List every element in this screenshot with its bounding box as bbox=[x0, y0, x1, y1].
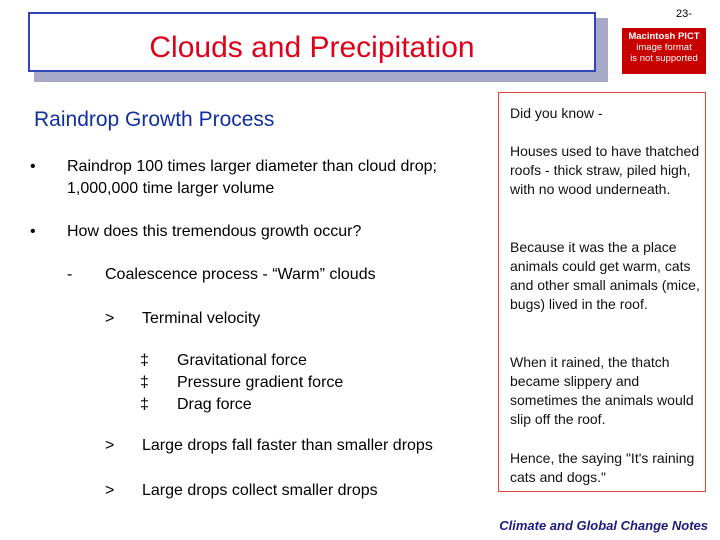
bullet-2-text: How does this tremendous growth occur? bbox=[67, 223, 362, 240]
slide-title: Clouds and Precipitation bbox=[149, 31, 475, 64]
force-marker: ‡ bbox=[140, 396, 149, 413]
terminal-velocity-text: Terminal velocity bbox=[142, 310, 261, 327]
section-subtitle: Raindrop Growth Process bbox=[34, 108, 275, 131]
pict-line-2: image format bbox=[636, 42, 692, 53]
pict-line-3: is not supported bbox=[630, 53, 698, 64]
sidebar-paragraph: Because it was the a place animals could get warm, cats and other small animals (mice, bugs) lived in the roof. bbox=[510, 239, 700, 312]
page-number: 23- bbox=[676, 8, 692, 20]
large-drops-collect-text: Large drops collect smaller drops bbox=[142, 482, 378, 499]
sidebar-paragraph: Houses used to have thatched roofs - thick straw, piled high, with no wood underneath. bbox=[510, 143, 700, 197]
footer-notes: Climate and Global Change Notes bbox=[499, 518, 708, 533]
bullet-1-line-2: 1,000,000 time larger volume bbox=[67, 180, 275, 197]
force-item: Drag force bbox=[177, 396, 252, 413]
unsupported-image-placeholder bbox=[622, 28, 706, 74]
bullet-1-line-1: Raindrop 100 times larger diameter than cloud drop; bbox=[67, 158, 437, 175]
dash-marker: - bbox=[67, 266, 73, 283]
gt-marker: > bbox=[105, 482, 115, 499]
sidebar-paragraph: Hence, the saying "It's raining cats and dogs." bbox=[510, 450, 695, 485]
force-item: Pressure gradient force bbox=[177, 374, 344, 391]
coalescence-text: Coalescence process - “Warm” clouds bbox=[105, 266, 376, 283]
force-marker: ‡ bbox=[140, 374, 149, 391]
sidebar-heading: Did you know - bbox=[510, 105, 603, 121]
bullet-marker: • bbox=[30, 158, 36, 175]
pict-line-1: Macintosh PICT bbox=[628, 31, 700, 42]
gt-marker: > bbox=[105, 437, 115, 454]
did-you-know-sidebar bbox=[498, 92, 706, 492]
force-marker: ‡ bbox=[140, 352, 149, 369]
large-drops-fall-text: Large drops fall faster than smaller drops bbox=[142, 437, 433, 454]
force-item: Gravitational force bbox=[177, 352, 307, 369]
gt-marker: > bbox=[105, 310, 115, 327]
bullet-marker: • bbox=[30, 223, 36, 240]
title-box bbox=[28, 12, 596, 72]
sidebar-paragraph: When it rained, the thatch became slippery and sometimes the animals would slip off the roof. bbox=[510, 354, 694, 427]
